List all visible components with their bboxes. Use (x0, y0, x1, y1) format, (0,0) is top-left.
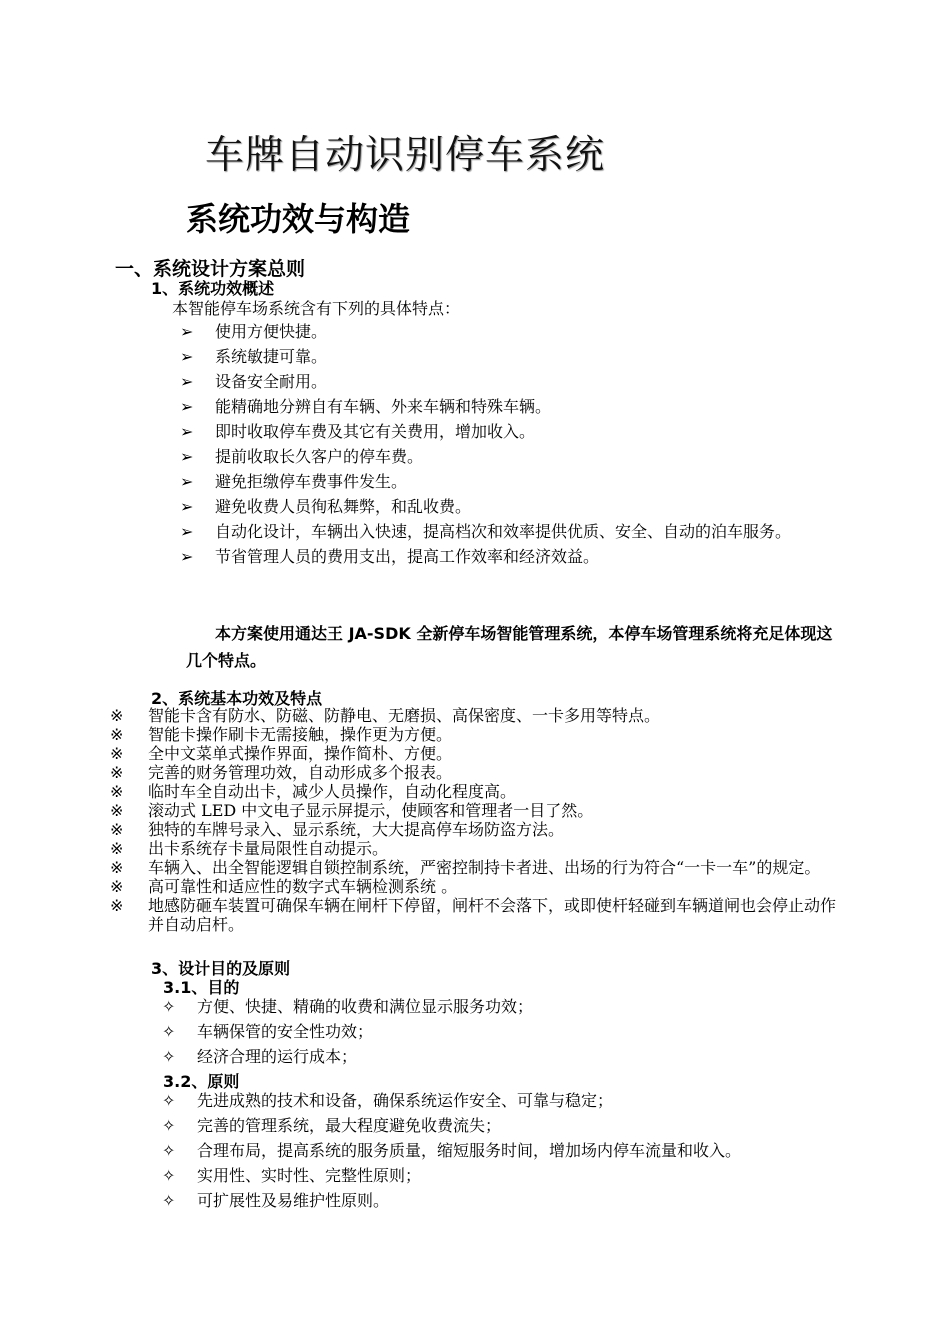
reference-mark-icon: ※ (110, 706, 124, 725)
reference-mark-icon: ※ (110, 763, 124, 782)
reference-mark-icon: ※ (110, 896, 124, 915)
list-item: ✧ 经济合理的运行成本； (162, 1044, 842, 1069)
arrow-bullet-icon: ➢ (180, 347, 194, 366)
arrow-bullet-icon: ➢ (180, 422, 194, 441)
arrow-bullet-icon: ➢ (180, 397, 194, 416)
arrow-bullet-icon: ➢ (180, 522, 194, 541)
arrow-bullet-icon: ➢ (180, 497, 194, 516)
arrow-bullet-icon: ➢ (180, 372, 194, 391)
goal-list (162, 994, 842, 1069)
summary-paragraph: 本方案使用通达王 JA-SDK 全新停车场智能管理系统，本停车场管理系统将充足体现这几个特点。 (186, 624, 833, 670)
diamond-bullet-icon: ✧ (162, 1141, 176, 1160)
reference-mark-icon: ※ (110, 744, 124, 763)
subsection-heading-3: 3、设计目的及原则 (151, 959, 291, 978)
reference-mark-icon: ※ (110, 801, 124, 820)
list-item: ※ 出卡系统存卡量局限性自动提示。 (110, 839, 389, 858)
list-item: ✧ 方便、快捷、精确的收费和满位显示服务功效； (162, 994, 842, 1019)
list-item: ※ 地感防砸车装置可确保车辆在闸杆下停留，闸杆不会落下，或即使杆轻碰到车辆道闸也会停止动作并自动启杆。 (110, 896, 837, 934)
list-item: ➢ 节省管理人员的费用支出，提高工作效率和经济效益。 (180, 544, 840, 569)
list-item: ※ 独特的车牌号录入、显示系统，大大提高停车场防盗方法。 (110, 820, 565, 839)
diamond-bullet-icon: ✧ (162, 997, 176, 1016)
reference-mark-icon: ※ (110, 877, 124, 896)
list-item: ※ 智能卡操作刷卡无需接触，操作更为方便。 (110, 725, 453, 744)
arrow-bullet-icon: ➢ (180, 472, 194, 491)
list-item: ✧ 先进成熟的技术和设备，确保系统运作安全、可靠与稳定； (162, 1088, 842, 1113)
diamond-bullet-icon: ✧ (162, 1191, 176, 1210)
arrow-bullet-icon: ➢ (180, 322, 194, 341)
list-item: ✧ 完善的管理系统，最大程度避免收费流失； (162, 1113, 842, 1138)
section-heading-1: 一、系统设计方案总则 (115, 258, 306, 280)
list-item: ※ 滚动式 LED 中文电子显示屏提示，使顾客和管理者一目了然。 (110, 801, 594, 820)
subsection-heading-2: 2、系统基本功效及特点 (151, 689, 323, 708)
list-item: ✧ 车辆保管的安全性功效； (162, 1019, 842, 1044)
diamond-bullet-icon: ✧ (162, 1166, 176, 1185)
diamond-bullet-icon: ✧ (162, 1022, 176, 1041)
diamond-bullet-icon: ✧ (162, 1047, 176, 1066)
list-item: ➢ 提前收取长久客户的停车费。 (180, 444, 840, 469)
list-item: ※ 智能卡含有防水、防磁、防静电、无磨损、高保密度、一卡多用等特点。 (110, 706, 661, 725)
arrow-bullet-icon: ➢ (180, 547, 194, 566)
list-item: ※ 全中文菜单式操作界面，操作简朴、方便。 (110, 744, 453, 763)
feature-bullet-list (180, 319, 840, 569)
list-item: ※ 高可靠性和适应性的数字式车辆检测系统 。 (110, 877, 458, 896)
list-item: ➢ 避免拒缴停车费事件发生。 (180, 469, 840, 494)
feature-reference-list (110, 706, 840, 934)
list-item: ✧ 实用性、实时性、完整性原则； (162, 1163, 842, 1188)
list-item: ➢ 能精确地分辨自有车辆、外来车辆和特殊车辆。 (180, 394, 840, 419)
list-item: ➢ 系统敏捷可靠。 (180, 344, 840, 369)
list-item: ※ 临时车全自动出卡，减少人员操作，自动化程度高。 (110, 782, 517, 801)
principle-heading: 3.2、原则 (163, 1072, 240, 1091)
arrow-bullet-icon: ➢ (180, 447, 194, 466)
list-item: ➢ 即时收取停车费及其它有关费用，增加收入。 (180, 419, 840, 444)
intro-paragraph: 本智能停车场系统含有下列的具体特点： (172, 299, 461, 318)
list-item: ✧ 合理布局，提高系统的服务质量，缩短服务时间，增加场内停车流量和收入。 (162, 1138, 842, 1163)
list-item: ➢ 自动化设计，车辆出入快速，提高档次和效率提供优质、安全、自动的泊车服务。 (180, 519, 840, 544)
list-item: ➢ 避免收费人员徇私舞弊，和乱收费。 (180, 494, 840, 519)
reference-mark-icon: ※ (110, 839, 124, 858)
reference-mark-icon: ※ (110, 820, 124, 839)
list-item: ➢ 使用方便快捷。 (180, 319, 840, 344)
subsection-heading-1: 1、系统功效概述 (151, 279, 275, 298)
list-item: ※ 车辆入、出全智能逻辑自锁控制系统，严密控制持卡者进、出场的行为符合“一卡一车”的规定。 (110, 858, 821, 877)
reference-mark-icon: ※ (110, 725, 124, 744)
principle-list (162, 1088, 842, 1213)
goal-heading: 3.1、目的 (163, 978, 240, 997)
reference-mark-icon: ※ (110, 782, 124, 801)
list-item: ※ 完善的财务管理功效，自动形成多个报表。 (110, 763, 453, 782)
diamond-bullet-icon: ✧ (162, 1116, 176, 1135)
document-title: 车牌自动识别停车系统 (205, 133, 606, 178)
diamond-bullet-icon: ✧ (162, 1091, 176, 1110)
document-subtitle: 系统功效与构造 (186, 200, 411, 238)
reference-mark-icon: ※ (110, 858, 124, 877)
list-item: ✧ 可扩展性及易维护性原则。 (162, 1188, 842, 1213)
list-item: ➢ 设备安全耐用。 (180, 369, 840, 394)
